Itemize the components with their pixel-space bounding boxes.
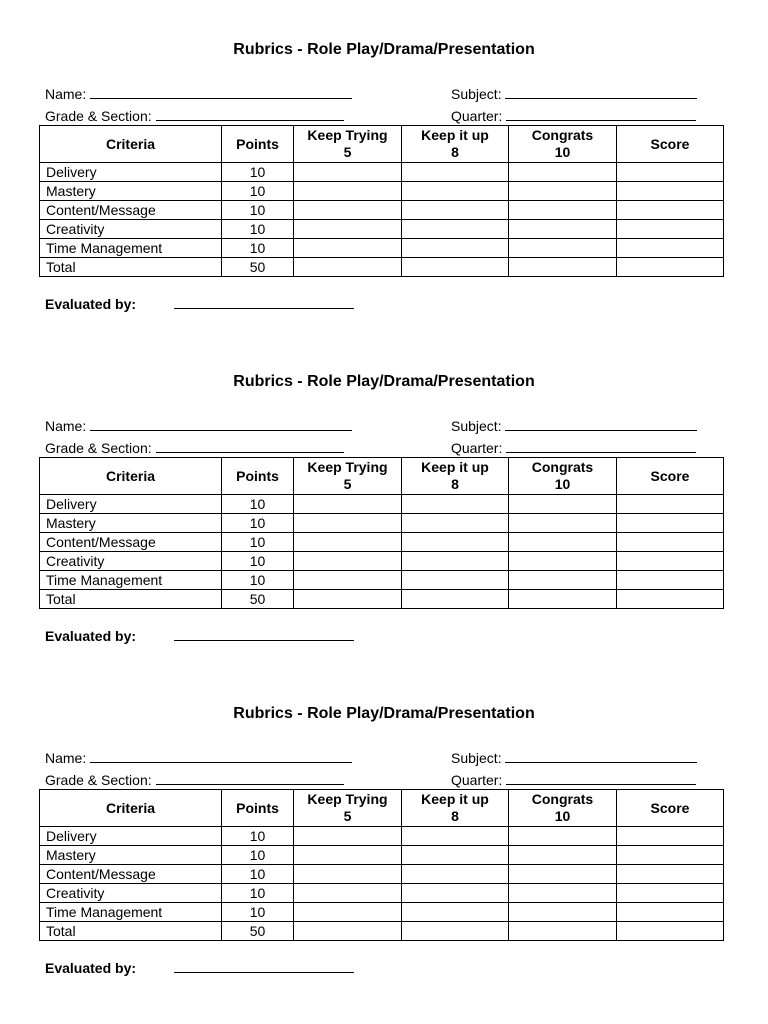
congrats-cell[interactable] <box>509 571 617 590</box>
keep-it-up-cell[interactable] <box>402 884 509 903</box>
keep-it-up-cell[interactable] <box>402 571 509 590</box>
quarter-field[interactable] <box>451 770 696 789</box>
keep-it-up-cell[interactable] <box>402 827 509 846</box>
table-row <box>40 571 724 590</box>
table-row <box>40 865 724 884</box>
table-row <box>40 533 724 552</box>
keep-trying-cell[interactable] <box>294 846 402 865</box>
criteria-cell: Delivery <box>40 495 222 514</box>
keep-it-up-cell[interactable] <box>402 903 509 922</box>
name-blank[interactable] <box>90 84 352 99</box>
keep-it-up-cell[interactable] <box>402 865 509 884</box>
congrats-cell[interactable] <box>509 827 617 846</box>
points-cell: 50 <box>222 922 294 941</box>
congrats-cell[interactable] <box>509 182 617 201</box>
congrats-cell[interactable] <box>509 163 617 182</box>
points-cell: 50 <box>222 590 294 609</box>
points-cell: 10 <box>222 514 294 533</box>
congrats-cell[interactable] <box>509 903 617 922</box>
points-cell: 10 <box>222 495 294 514</box>
congrats-value: 10 <box>554 476 571 492</box>
criteria-cell: Mastery <box>40 182 222 201</box>
criteria-cell: Time Management <box>40 903 222 922</box>
total-row <box>40 258 724 277</box>
keep-it-up-label: Keep it up <box>421 791 489 807</box>
subject-label: Subject: <box>451 750 502 766</box>
keep-trying-value: 5 <box>343 144 352 160</box>
keep-trying-cell[interactable] <box>294 220 402 239</box>
rubric-table <box>39 125 724 277</box>
score-cell[interactable] <box>617 220 724 239</box>
points-header: Points <box>222 458 294 495</box>
rubric-block-1 <box>0 0 768 332</box>
name-field[interactable] <box>45 416 352 435</box>
subject-field[interactable] <box>451 416 697 435</box>
congrats-header <box>509 790 617 827</box>
rubric-table <box>39 789 724 941</box>
evaluated-by-field[interactable] <box>45 626 354 645</box>
criteria-cell: Mastery <box>40 846 222 865</box>
evaluated-by-field[interactable] <box>45 294 354 313</box>
keep-it-up-label: Keep it up <box>421 127 489 143</box>
score-cell[interactable] <box>617 182 724 201</box>
table-row <box>40 552 724 571</box>
criteria-cell: Time Management <box>40 239 222 258</box>
criteria-cell: Creativity <box>40 552 222 571</box>
grade-section-blank[interactable] <box>156 106 344 121</box>
score-cell[interactable] <box>617 163 724 182</box>
keep-trying-header <box>294 126 402 163</box>
grade-section-label: Grade & Section: <box>45 772 152 788</box>
score-cell[interactable] <box>617 533 724 552</box>
points-cell: 10 <box>222 827 294 846</box>
rubric-table <box>39 457 724 609</box>
criteria-header: Criteria <box>40 126 222 163</box>
keep-it-up-header <box>402 126 509 163</box>
header-row <box>40 458 724 495</box>
points-cell: 10 <box>222 903 294 922</box>
evaluated-by-label: Evaluated by: <box>45 628 137 644</box>
congrats-cell[interactable] <box>509 552 617 571</box>
congrats-cell[interactable] <box>509 846 617 865</box>
name-blank[interactable] <box>90 748 352 763</box>
keep-it-up-cell[interactable] <box>402 590 509 609</box>
quarter-blank[interactable] <box>506 106 696 121</box>
congrats-cell[interactable] <box>509 884 617 903</box>
keep-it-up-cell[interactable] <box>402 495 509 514</box>
score-cell[interactable] <box>617 846 724 865</box>
evaluated-by-blank[interactable] <box>174 626 354 641</box>
total-row <box>40 590 724 609</box>
keep-trying-cell[interactable] <box>294 903 402 922</box>
congrats-label: Congrats <box>531 791 594 807</box>
subject-blank[interactable] <box>505 416 697 431</box>
score-cell[interactable] <box>617 884 724 903</box>
points-cell: 10 <box>222 239 294 258</box>
keep-trying-label: Keep Trying <box>307 791 388 807</box>
score-cell[interactable] <box>617 827 724 846</box>
table-row <box>40 495 724 514</box>
subject-field[interactable] <box>451 84 697 103</box>
score-cell[interactable] <box>617 514 724 533</box>
table-row <box>40 239 724 258</box>
table-row <box>40 827 724 846</box>
congrats-cell[interactable] <box>509 201 617 220</box>
rubric-title: Rubrics - Role Play/Drama/Presentation <box>233 41 535 58</box>
rubric-block-2 <box>0 332 768 664</box>
score-cell[interactable] <box>617 922 724 941</box>
rubric-block-3 <box>0 664 768 996</box>
keep-it-up-label: Keep it up <box>421 459 489 475</box>
score-cell[interactable] <box>617 903 724 922</box>
points-cell: 10 <box>222 220 294 239</box>
keep-trying-cell[interactable] <box>294 865 402 884</box>
keep-it-up-cell[interactable] <box>402 201 509 220</box>
keep-it-up-cell[interactable] <box>402 922 509 941</box>
score-cell[interactable] <box>617 239 724 258</box>
congrats-cell[interactable] <box>509 865 617 884</box>
score-cell[interactable] <box>617 571 724 590</box>
keep-trying-cell[interactable] <box>294 239 402 258</box>
criteria-cell: Creativity <box>40 220 222 239</box>
subject-blank[interactable] <box>505 84 697 99</box>
congrats-header <box>509 458 617 495</box>
name-field[interactable] <box>45 748 352 767</box>
grade-section-field[interactable] <box>45 106 344 125</box>
evaluated-by-label: Evaluated by: <box>45 296 137 312</box>
keep-it-up-cell[interactable] <box>402 239 509 258</box>
subject-blank[interactable] <box>505 748 697 763</box>
congrats-label: Congrats <box>531 459 594 475</box>
keep-it-up-cell[interactable] <box>402 182 509 201</box>
header-row <box>40 126 724 163</box>
congrats-cell[interactable] <box>509 514 617 533</box>
grade-section-label: Grade & Section: <box>45 440 152 456</box>
rubric-title: Rubrics - Role Play/Drama/Presentation <box>233 705 535 722</box>
grade-section-blank[interactable] <box>156 438 344 453</box>
rubric-title: Rubrics - Role Play/Drama/Presentation <box>233 373 535 390</box>
table-row <box>40 884 724 903</box>
name-label: Name: <box>45 418 87 434</box>
keep-it-up-cell[interactable] <box>402 846 509 865</box>
grade-section-blank[interactable] <box>156 770 344 785</box>
keep-trying-cell[interactable] <box>294 884 402 903</box>
name-label: Name: <box>45 86 87 102</box>
evaluated-by-blank[interactable] <box>174 958 354 973</box>
congrats-header <box>509 126 617 163</box>
table-row <box>40 903 724 922</box>
grade-section-field[interactable] <box>45 438 344 457</box>
keep-it-up-value: 8 <box>451 144 459 160</box>
quarter-field[interactable] <box>451 438 696 457</box>
keep-trying-cell[interactable] <box>294 533 402 552</box>
keep-trying-cell[interactable] <box>294 258 402 277</box>
criteria-cell: Content/Message <box>40 865 222 884</box>
table-row <box>40 201 724 220</box>
congrats-value: 10 <box>554 144 571 160</box>
name-field[interactable] <box>45 84 352 103</box>
table-row <box>40 163 724 182</box>
keep-it-up-cell[interactable] <box>402 533 509 552</box>
points-cell: 10 <box>222 201 294 220</box>
keep-trying-value: 5 <box>343 476 352 492</box>
evaluated-by-blank[interactable] <box>174 294 354 309</box>
criteria-cell: Total <box>40 258 222 277</box>
criteria-header: Criteria <box>40 458 222 495</box>
criteria-cell: Content/Message <box>40 201 222 220</box>
points-cell: 10 <box>222 182 294 201</box>
header-row <box>40 790 724 827</box>
subject-label: Subject: <box>451 418 502 434</box>
quarter-label: Quarter: <box>451 108 503 124</box>
name-label: Name: <box>45 750 87 766</box>
keep-trying-label: Keep Trying <box>307 127 388 143</box>
subject-field[interactable] <box>451 748 697 767</box>
score-cell[interactable] <box>617 201 724 220</box>
keep-it-up-cell[interactable] <box>402 514 509 533</box>
keep-trying-cell[interactable] <box>294 552 402 571</box>
points-cell: 10 <box>222 865 294 884</box>
congrats-cell[interactable] <box>509 922 617 941</box>
keep-trying-header <box>294 790 402 827</box>
keep-it-up-value: 8 <box>451 808 459 824</box>
score-cell[interactable] <box>617 258 724 277</box>
table-row <box>40 220 724 239</box>
points-cell: 10 <box>222 571 294 590</box>
congrats-value: 10 <box>554 808 571 824</box>
congrats-cell[interactable] <box>509 239 617 258</box>
keep-it-up-value: 8 <box>451 476 459 492</box>
points-cell: 50 <box>222 258 294 277</box>
quarter-blank[interactable] <box>506 770 696 785</box>
keep-trying-label: Keep Trying <box>307 459 388 475</box>
congrats-cell[interactable] <box>509 258 617 277</box>
congrats-cell[interactable] <box>509 590 617 609</box>
quarter-label: Quarter: <box>451 772 503 788</box>
score-header: Score <box>617 458 724 495</box>
criteria-cell: Total <box>40 922 222 941</box>
table-row <box>40 182 724 201</box>
keep-it-up-cell[interactable] <box>402 220 509 239</box>
criteria-header: Criteria <box>40 790 222 827</box>
criteria-cell: Delivery <box>40 163 222 182</box>
points-header: Points <box>222 126 294 163</box>
total-row <box>40 922 724 941</box>
keep-it-up-header <box>402 458 509 495</box>
keep-it-up-header <box>402 790 509 827</box>
name-blank[interactable] <box>90 416 352 431</box>
points-cell: 10 <box>222 552 294 571</box>
keep-trying-header <box>294 458 402 495</box>
congrats-cell[interactable] <box>509 220 617 239</box>
keep-trying-cell[interactable] <box>294 571 402 590</box>
keep-trying-cell[interactable] <box>294 163 402 182</box>
quarter-field[interactable] <box>451 106 696 125</box>
criteria-cell: Time Management <box>40 571 222 590</box>
score-header: Score <box>617 126 724 163</box>
quarter-label: Quarter: <box>451 440 503 456</box>
score-cell[interactable] <box>617 865 724 884</box>
keep-trying-cell[interactable] <box>294 182 402 201</box>
quarter-blank[interactable] <box>506 438 696 453</box>
criteria-cell: Creativity <box>40 884 222 903</box>
keep-trying-cell[interactable] <box>294 495 402 514</box>
table-row <box>40 514 724 533</box>
points-cell: 10 <box>222 846 294 865</box>
keep-it-up-cell[interactable] <box>402 552 509 571</box>
table-row <box>40 846 724 865</box>
keep-it-up-cell[interactable] <box>402 258 509 277</box>
score-cell[interactable] <box>617 495 724 514</box>
criteria-cell: Content/Message <box>40 533 222 552</box>
points-cell: 10 <box>222 533 294 552</box>
evaluated-by-label: Evaluated by: <box>45 960 137 976</box>
criteria-cell: Delivery <box>40 827 222 846</box>
keep-trying-cell[interactable] <box>294 201 402 220</box>
keep-trying-cell[interactable] <box>294 922 402 941</box>
points-cell: 10 <box>222 163 294 182</box>
congrats-cell[interactable] <box>509 495 617 514</box>
congrats-label: Congrats <box>531 127 594 143</box>
grade-section-label: Grade & Section: <box>45 108 152 124</box>
score-cell[interactable] <box>617 590 724 609</box>
criteria-cell: Mastery <box>40 514 222 533</box>
score-cell[interactable] <box>617 552 724 571</box>
keep-trying-value: 5 <box>343 808 352 824</box>
keep-trying-cell[interactable] <box>294 514 402 533</box>
grade-section-field[interactable] <box>45 770 344 789</box>
points-header: Points <box>222 790 294 827</box>
criteria-cell: Total <box>40 590 222 609</box>
points-cell: 10 <box>222 884 294 903</box>
subject-label: Subject: <box>451 86 502 102</box>
keep-trying-cell[interactable] <box>294 827 402 846</box>
congrats-cell[interactable] <box>509 533 617 552</box>
score-header: Score <box>617 790 724 827</box>
keep-it-up-cell[interactable] <box>402 163 509 182</box>
keep-trying-cell[interactable] <box>294 590 402 609</box>
evaluated-by-field[interactable] <box>45 958 354 977</box>
